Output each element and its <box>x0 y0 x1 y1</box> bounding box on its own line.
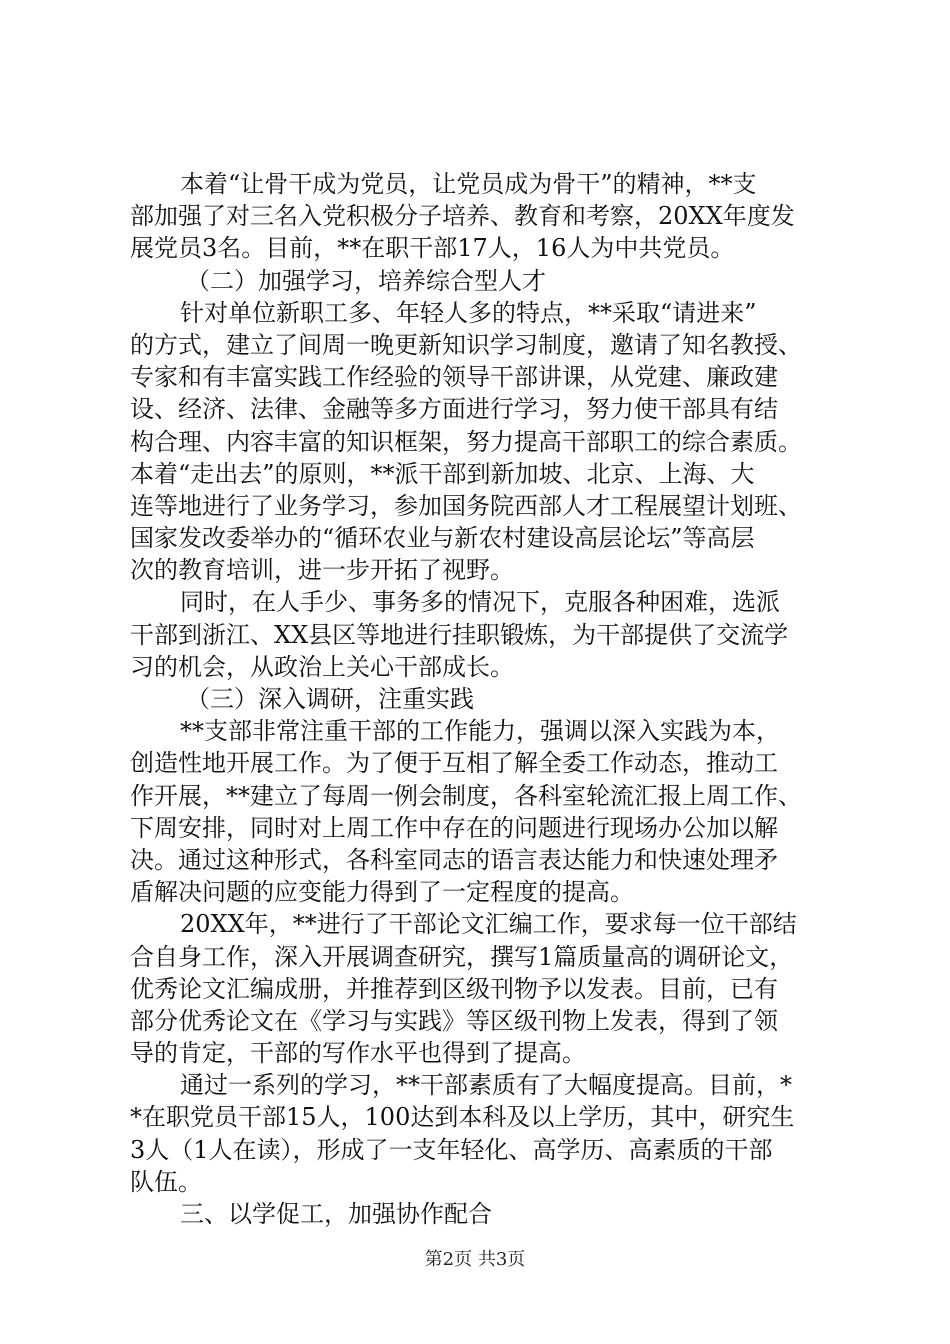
text-line: 习的机会，从政治上关心干部成长。 <box>130 652 514 681</box>
text-line: *在职党员干部15人，100达到本科及以上学历，其中，研究生 <box>130 1103 795 1132</box>
text-line: 构合理、内容丰富的知识框架，努力提高干部职工的综合素质。 <box>130 427 802 456</box>
text-line: 三、以学促工，加强协作配合 <box>180 1200 492 1228</box>
text-line: 针对单位新职工多、年轻人多的特点，**采取“请进来” <box>180 298 757 327</box>
text-line: 通过一系列的学习，**干部素质有了大幅度提高。目前，* <box>180 1071 792 1100</box>
text-line: 连等地进行了业务学习，参加国务院西部人才工程展望计划班、 <box>130 491 802 520</box>
text-line: 优秀论文汇编成册，并推荐到区级刊物予以发表。目前，已有 <box>130 974 778 1003</box>
text-line: 20XX年，**进行了干部论文汇编工作，要求每一位干部结 <box>180 910 797 939</box>
text-line: 次的教育培训，进一步开拓了视野。 <box>130 556 514 585</box>
text-line: 作开展，**建立了每周一例会制度，各科室轮流汇报上周工作、 <box>130 781 802 810</box>
text-line: 设、经济、法律、金融等多方面进行学习，努力使干部具有结 <box>130 395 778 424</box>
text-line: 3人（1人在读），形成了一支年轻化、高学历、高素质的干部 <box>130 1135 773 1164</box>
text-line: 决。通过这种形式，各科室同志的语言表达能力和快速处理矛 <box>130 845 778 874</box>
section-heading: （三）深入调研，注重实践 <box>186 685 474 713</box>
text-line: **支部非常注重干部的工作能力，强调以深入实践为本， <box>180 717 780 746</box>
text-line: 部分优秀论文在《学习与实践》等区级刊物上发表，得到了领 <box>130 1006 778 1035</box>
section-heading: （二）加强学习，培养综合型人才 <box>186 266 546 295</box>
page-footer: 第2页 共3页 <box>424 1249 526 1270</box>
text-line: 本着“让骨干成为党员，让党员成为骨干”的精神，**支 <box>180 170 757 198</box>
text-line: 队伍。 <box>130 1167 202 1196</box>
text-line: 的方式，建立了间周一晚更新知识学习制度，邀请了知名教授、 <box>130 330 802 359</box>
document-body <box>130 168 830 1230</box>
text-line: 合自身工作，深入开展调查研究，撰写1篇质量高的调研论文， <box>130 942 794 971</box>
text-line: 盾解决问题的应变能力得到了一定程度的提高。 <box>130 878 634 907</box>
text-line: 国家发改委举办的“循环农业与新农村建设高层论坛”等高层 <box>130 524 755 553</box>
text-line: 本着“走出去”的原则，**派干部到新加坡、北京、上海、大 <box>130 459 755 488</box>
text-line: 下周安排，同时对上周工作中存在的问题进行现场办公加以解 <box>130 813 778 842</box>
text-line: 导的肯定，干部的写作水平也得到了提高。 <box>130 1039 586 1068</box>
text-line: 专家和有丰富实践工作经验的领导干部讲课，从党建、廉政建 <box>130 363 778 392</box>
text-line: 同时，在人手少、事务多的情况下，克服各种困难，选派 <box>180 588 780 617</box>
text-line: 创造性地开展工作。为了便于互相了解全委工作动态，推动工 <box>130 749 778 778</box>
text-line: 展党员3名。目前，**在职干部17人，16人为中共党员。 <box>130 234 735 263</box>
text-line: 干部到浙江、XX县区等地进行挂职锻炼，为干部提供了交流学 <box>130 620 789 649</box>
text-line: 部加强了对三名入党积极分子培养、教育和考察，20XX年度发 <box>130 202 795 231</box>
